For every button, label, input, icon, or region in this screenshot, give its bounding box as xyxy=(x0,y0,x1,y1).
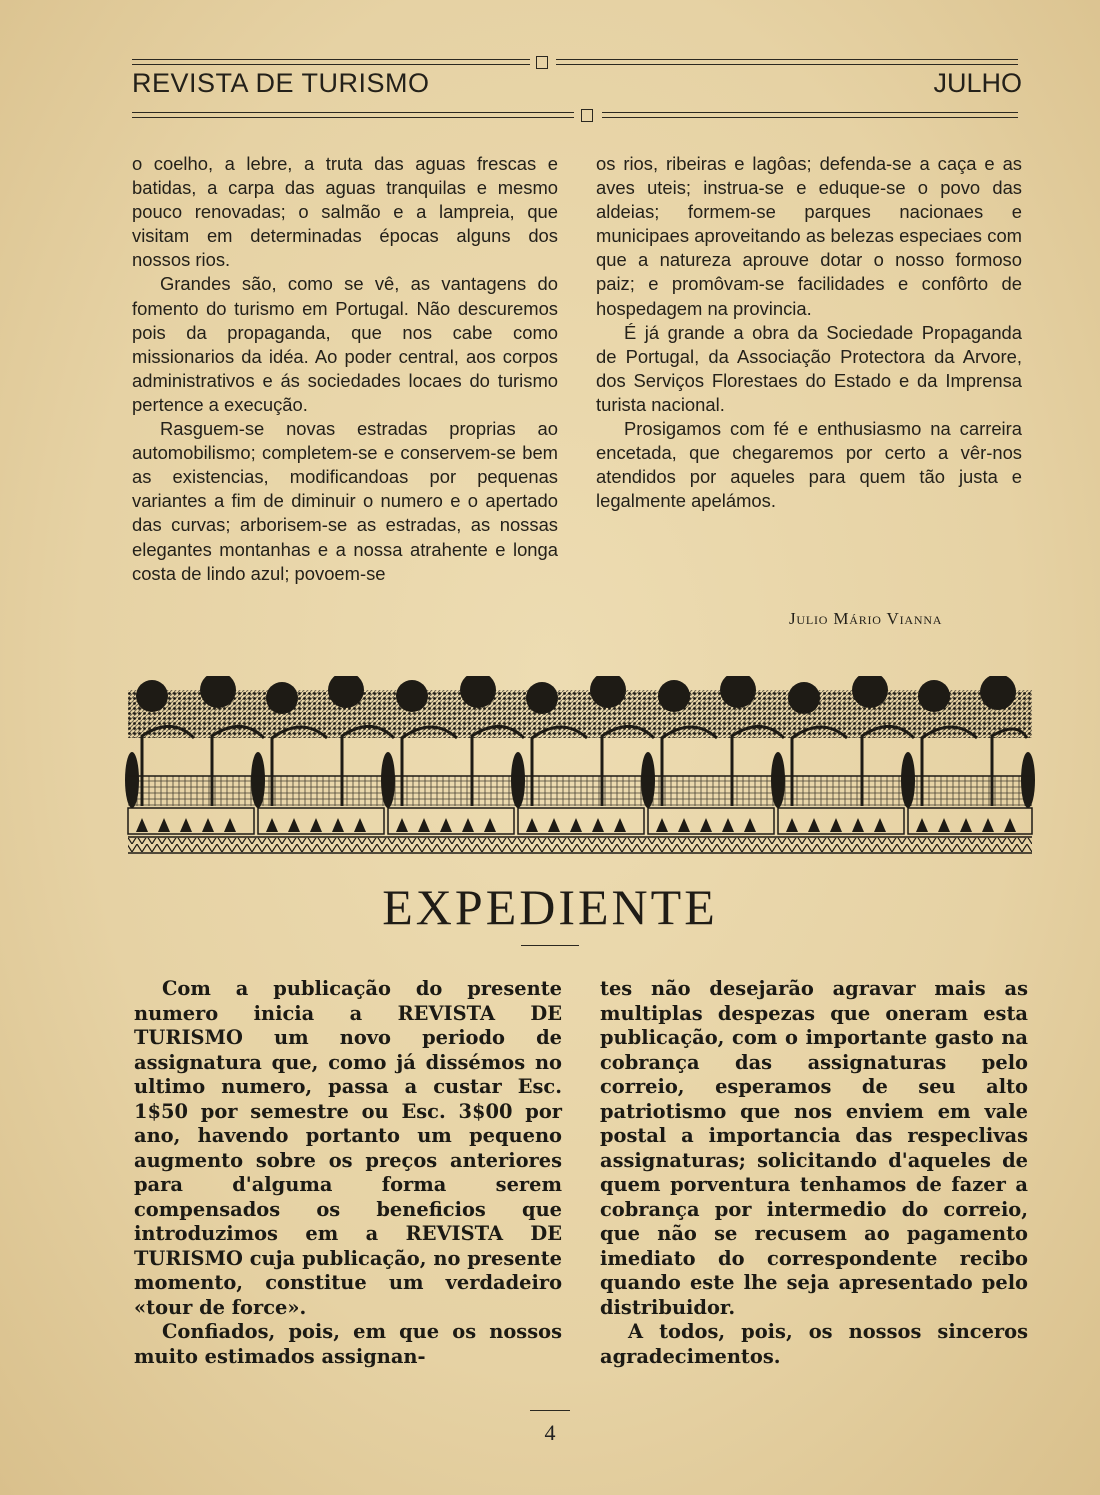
expediente-right-column xyxy=(600,977,1028,1369)
article-paragraph: Prosigamos com fé e enthusiasmo na carreira encetada, que chegaremos por certo a vêr-nos atendidos por aqueles para quem tão justa e legalmente apelámos. xyxy=(596,418,1022,512)
footer-rule xyxy=(530,1410,570,1411)
header-top-rule-left-2 xyxy=(132,64,530,65)
header-month: JULHO xyxy=(933,68,1022,98)
section-title: EXPEDIENTE xyxy=(382,879,718,935)
header-ornament-square-bottom xyxy=(581,109,593,122)
header-magazine-title: REVISTA DE TURISMO xyxy=(132,68,430,98)
article-left-column xyxy=(132,152,558,586)
header-top-rule-right xyxy=(556,59,1018,60)
expediente-paragraph: A todos, pois, os nossos sinceros agradecimentos. xyxy=(600,1320,1028,1368)
expediente-left-column xyxy=(134,977,562,1369)
expediente-paragraph: Com a publicação do presente numero inicia a REVISTA DE TURISMO um novo periodo de assignatura que, como já dissémos no ultimo numero, passa a custar Esc. 1$50 por semestre ou Esc. 3$00 por ano, havendo portanto um pequeno augmento sobre os preços anteriores para d'alguma forma serem compensados os beneficios que introduzimos em a REVISTA DE TURISMO cuja publicação, no presente momento, constitue um verdadeiro «tour de force». xyxy=(134,977,562,1319)
header-ornament-square-top xyxy=(536,56,548,69)
article-paragraph: Grandes são, como se vê, as vantagens do fomento do turismo em Portugal. Não descuremos pois da propaganda, que nos cabe como missionarios da idéa. Ao poder central, aos corpos administrativos e ás sociedades locaes do turismo pertence a execução. xyxy=(132,273,558,415)
header-top-rule-right-2 xyxy=(556,64,1018,65)
article-paragraph: os rios, ribeiras e lagôas; defenda-se a caça e as aves uteis; instrua-se e eduque-se o povo das aldeias; formem-se parques nacionaes e municipaes aproveitando as belezas especiaes com que a natureza aprouve dotar o nosso formoso paiz; e promôvam-se facilidades e confôrto de hospedagem na provincia. xyxy=(596,153,1022,319)
tree-garden-illustration xyxy=(122,676,1040,862)
header-bottom-rule-right xyxy=(602,112,1018,113)
article-right-column xyxy=(596,152,1022,513)
article-paragraph: É já grande a obra da Sociedade Propaganda de Portugal, da Associação Protectora da Arvore, dos Serviços Florestaes do Estado e da Imprensa turista nacional. xyxy=(596,321,1022,415)
page-number: 4 xyxy=(544,1420,556,1445)
expediente-paragraph: Confiados, pois, em que os nossos muito estimados assignan- xyxy=(134,1320,562,1368)
header-bottom-rule-right-2 xyxy=(602,117,1018,118)
expediente-paragraph: tes não desejarão agravar mais as multiplas despezas que oneram esta publicação, com o importante gasto na cobrança das assignaturas pelo correio, esperamos de seu alto patriotismo que nos enviem em vale postal a importancia das respeclivas assignaturas; solicitando d'aqueles de quem porventura tenhamos de fazer a cobrança por intermedio do correio, que não se recusem ao pagamento imediato do correspondente recibo quando este lhe seja apresentado pelo distribuidor. xyxy=(600,977,1028,1319)
header-bottom-rule-left-2 xyxy=(132,117,574,118)
article-paragraph: o coelho, a lebre, a truta das aguas frescas e batidas, a carpa das aguas tranquilas e mesmo pouco renovadas; o salmão e a lampreia, que visitam em determinadas épocas alguns dos nossos rios. xyxy=(132,153,558,271)
author-signature: Julio Mário Vianna xyxy=(789,609,943,628)
article-paragraph: Rasguem-se novas estradas proprias ao automobilismo; completem-se e conservem-se bem as existencias, modificandoas por pequenas variantes a fim de diminuir o numero e o apertado das curvas; arborisem-se as estradas, as nossas elegantes montanhas e a nossa atrahente e longa costa de lindo azul; povoem-se xyxy=(132,418,558,584)
title-underline xyxy=(521,945,579,946)
header-bottom-rule-left xyxy=(132,112,574,113)
header-top-rule-left xyxy=(132,59,530,60)
